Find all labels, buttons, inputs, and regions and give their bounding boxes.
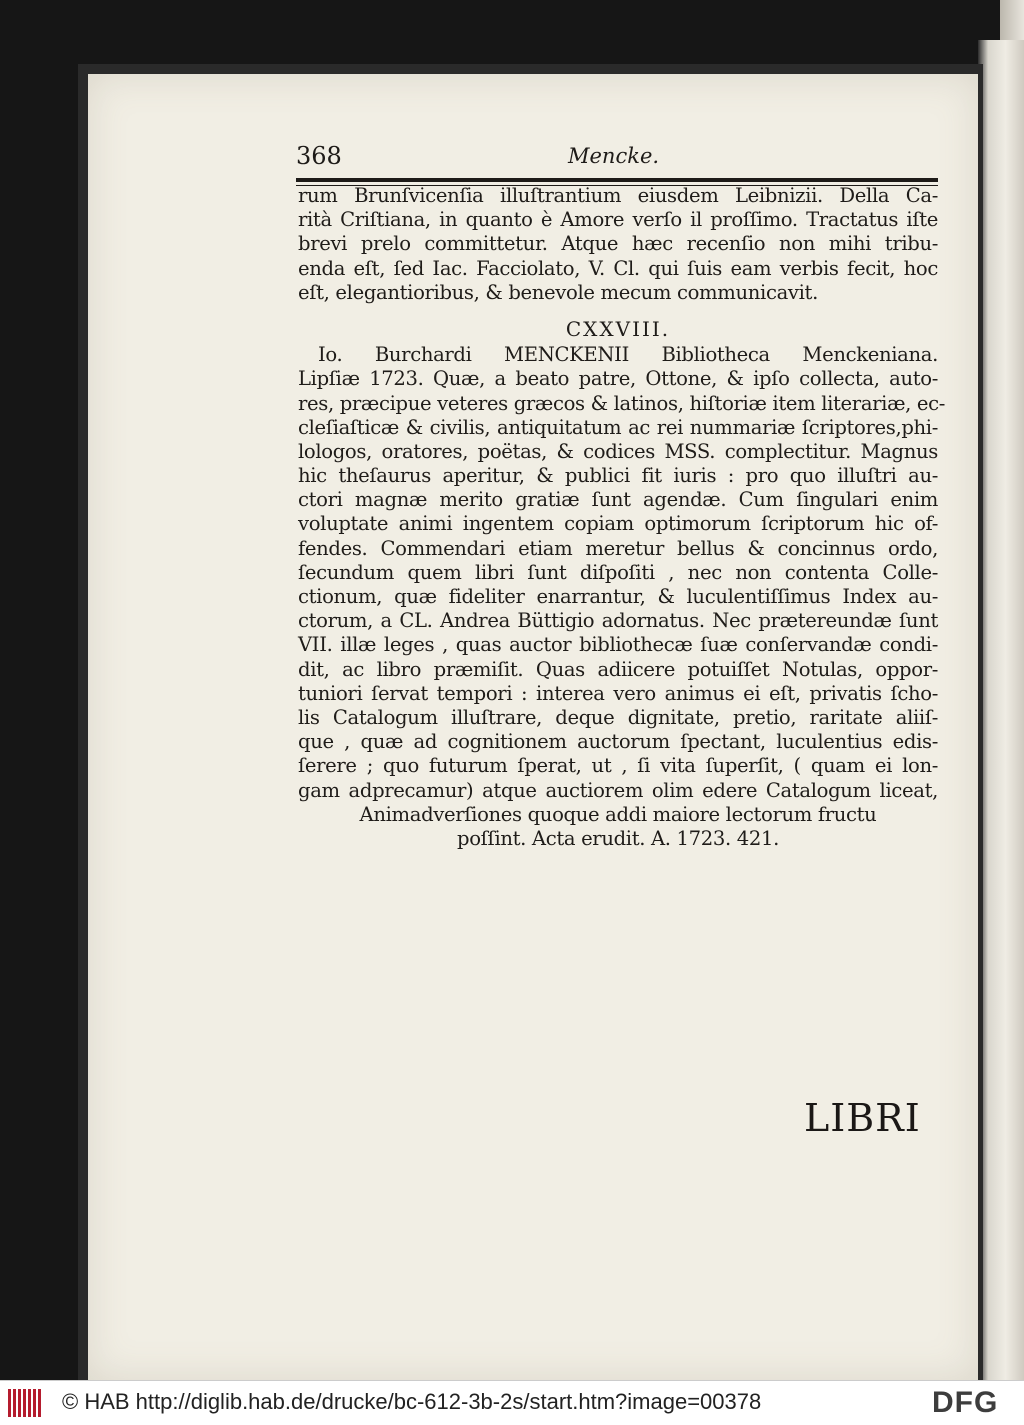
text-line: brevi prelo committetur. Atque hæc recenſio non mihi tribu- — [298, 232, 938, 256]
text-line: que , quæ ad cognitionem auctorum ſpectant, luculentius edis- — [298, 730, 938, 754]
paragraph-entry — [298, 343, 946, 851]
text-line: gam adprecamur) atque auctiorem olim edere Catalogum liceat, — [298, 778, 938, 802]
text-line: Animadverſiones quoque addi maiore lectorum fructu — [359, 802, 877, 826]
text-line: ctori magnæ merito gratiæ ſunt agendæ. Cum ſingulari enim — [298, 488, 938, 512]
text-line: voluptate animi ingentem copiam optimorum ſcriptorum hic of- — [298, 512, 938, 536]
header-rule — [296, 178, 938, 182]
text-line: ctorum, a CL. Andrea Büttigio adornatus. Nec prætereundæ ſunt — [298, 609, 938, 633]
text-line: lologos, oratores, poëtas, & codices MSS. complectitur. Magnus — [298, 439, 938, 463]
text-line: tuniori ſervat tempori : interea vero animus ei eſt, privatis ſcho- — [298, 681, 938, 705]
copyright-link[interactable]: © HAB http://diglib.hab.de/drucke/bc-612-3b-2s/start.htm?image=00378 — [62, 1389, 762, 1414]
text-line: rità Criſtiana, in quanto è Amore verſo il proſſimo. Tractatus iſte — [298, 208, 938, 232]
text-line: ſecundum quem libri ſunt diſpoſiti , nec non contenta Colle- — [298, 560, 938, 584]
text-line: dit, ac libro præmiſit. Quas adiicere potuiſſet Notulas, oppor- — [298, 657, 938, 681]
page-text — [298, 184, 946, 851]
text-line: rum Brunſvicenſia illuſtrantium eiusdem Leibnizii. Della Ca- — [298, 184, 938, 207]
text-line: ſerere ; quo futurum ſperat, ut , ſi vita ſuperſit, ( quam ei lon- — [298, 754, 938, 778]
paragraph-continued — [298, 184, 938, 305]
text-line: poſſint. Acta erudit. A. 1723. 421. — [457, 826, 779, 850]
running-title: Mencke. — [568, 144, 660, 168]
text-line: Io. Burchardi MENCKENII Bibliotheca Menckeniana. — [318, 343, 938, 367]
text-line: Lipſiæ 1723. Quæ, a beato patre, Ottone, & ipſo collecta, auto- — [298, 367, 938, 391]
section-number: CXXVIII. — [565, 316, 671, 341]
text-line: enda eſt, ſed Iac. Facciolato, V. Cl. qui ſuis eam verbis fecit, hoc — [298, 256, 938, 280]
page-edge — [978, 40, 1024, 1380]
text-line: lis Catalogum illuſtrare, deque dignitate, pretio, raritate aliiſ- — [298, 705, 938, 729]
catchword: LIBRI — [804, 1096, 921, 1140]
text-line: eſt, elegantioribus, & benevole mecum communicavit. — [298, 280, 818, 304]
text-line: VII. illæ leges , quas auctor bibliothecæ ſuæ conſervandæ condi- — [298, 633, 938, 657]
dfg-logo: DFG — [932, 1386, 999, 1419]
text-line: res, præcipue veteres græcos & latinos, hiſtoriæ item literariæ, ec- — [298, 391, 946, 415]
text-line: hic theſaurus aperitur, & publici fit iuris : pro quo illuſtri au- — [298, 464, 938, 488]
page-number: 368 — [296, 142, 342, 170]
footer-bar — [0, 1380, 1024, 1425]
text-line: fendes. Commendari etiam meretur bellus & concinnus ordo, — [298, 536, 938, 560]
page-header — [296, 140, 938, 180]
hab-logo-icon — [8, 1389, 46, 1417]
text-line: cleſiaſticæ & civilis, antiquitatum ac rei nummariæ ſcriptores,phi- — [298, 415, 938, 439]
text-line: ctionum, quæ fideliter enarrantur, & luculentiſſimus Index au- — [298, 585, 938, 608]
